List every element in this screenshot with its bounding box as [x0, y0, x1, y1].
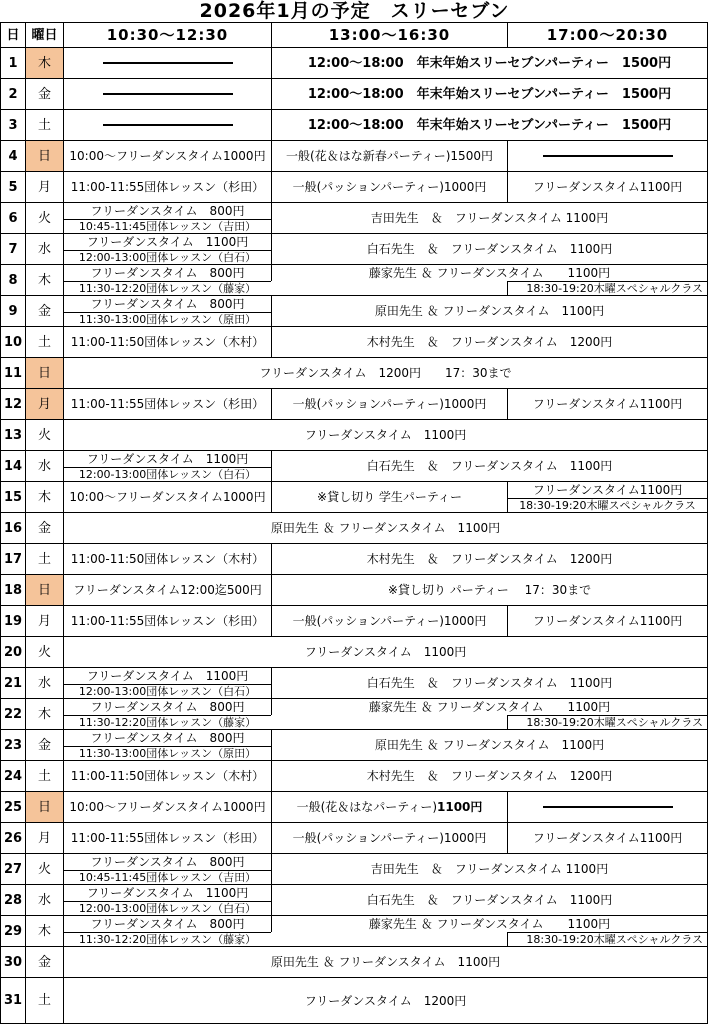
day-number: 11 — [1, 357, 25, 388]
schedule-entry — [271, 791, 507, 822]
schedule-entry: 藤家先生 ＆ フリーダンスタイム 1100円 — [271, 915, 707, 932]
weekday: 水 — [25, 667, 63, 698]
weekday: 土 — [25, 109, 63, 140]
schedule-entry: フリーダンスタイム 800円 — [63, 698, 271, 715]
schedule-entry: 10:00〜フリーダンスタイム1000円 — [63, 481, 271, 512]
schedule-entry: 11:30-12:20団体レッスン（藤家） — [63, 932, 271, 946]
header-slot3: 17:00〜20:30 — [507, 23, 707, 47]
weekday: 金 — [25, 946, 63, 977]
day-number: 9 — [1, 295, 25, 326]
header-slot1: 10:30〜12:30 — [63, 23, 271, 47]
schedule-entry: フリーダンスタイム 1100円 — [63, 419, 707, 450]
schedule-entry: 原田先生 ＆ フリーダンスタイム 1100円 — [271, 295, 707, 326]
schedule-entry: 10:45-11:45団体レッスン（吉田） — [63, 219, 271, 233]
weekday: 水 — [25, 233, 63, 264]
schedule-entry: フリーダンスタイム1100円 — [507, 481, 707, 498]
weekday: 土 — [25, 760, 63, 791]
schedule-entry: フリーダンスタイム 800円 — [63, 915, 271, 932]
weekday: 火 — [25, 419, 63, 450]
schedule-entry: フリーダンスタイム12:00迄500円 — [63, 574, 271, 605]
day-number: 28 — [1, 884, 25, 915]
weekday: 金 — [25, 78, 63, 109]
schedule-entry: フリーダンスタイム1100円 — [507, 822, 707, 853]
dash-line — [103, 124, 233, 126]
day-number: 10 — [1, 326, 25, 357]
header-slot2: 13:00〜16:30 — [271, 23, 507, 47]
day-number: 23 — [1, 729, 25, 760]
day-number: 26 — [1, 822, 25, 853]
schedule-entry: 11:30-13:00団体レッスン（原田） — [63, 312, 271, 326]
dash-line — [543, 806, 673, 808]
dash-line — [103, 93, 233, 95]
schedule-entry: フリーダンスタイム1100円 — [507, 171, 707, 202]
day-number: 16 — [1, 512, 25, 543]
schedule-entry: フリーダンスタイム 1100円 — [63, 636, 707, 667]
schedule-entry: 白石先生 ＆ フリーダンスタイム 1100円 — [271, 884, 707, 915]
day-number: 19 — [1, 605, 25, 636]
day-number: 21 — [1, 667, 25, 698]
day-number: 27 — [1, 853, 25, 884]
weekday: 火 — [25, 202, 63, 233]
schedule-entry: 18:30-19:20木曜スペシャルクラス — [507, 281, 707, 295]
schedule-entry: 吉田先生 ＆ フリーダンスタイム 1100円 — [271, 202, 707, 233]
schedule-entry: 木村先生 ＆ フリーダンスタイム 1200円 — [271, 760, 707, 791]
schedule-entry: 11:30-12:20団体レッスン（藤家） — [63, 715, 271, 729]
schedule-entry: 原田先生 ＆ フリーダンスタイム 1100円 — [271, 729, 707, 760]
schedule-entry: 一般(パッションパーティー)1000円 — [271, 605, 507, 636]
header-weekday: 曜日 — [25, 23, 63, 47]
schedule-entry: フリーダンスタイム 800円 — [63, 202, 271, 219]
schedule-entry: フリーダンスタイム 1200円 — [63, 977, 707, 1023]
day-number: 7 — [1, 233, 25, 264]
schedule-entry: フリーダンスタイム1100円 — [507, 605, 707, 636]
schedule-entry: ※貸し切り 学生パーティー — [271, 481, 507, 512]
schedule-entry: フリーダンスタイム 1100円 — [63, 450, 271, 467]
weekday: 土 — [25, 326, 63, 357]
day-number: 12 — [1, 388, 25, 419]
weekday: 木 — [25, 698, 63, 729]
schedule-entry: 11:00-11:55団体レッスン（杉田） — [63, 388, 271, 419]
weekday: 日 — [25, 791, 63, 822]
weekday: 月 — [25, 388, 63, 419]
page-title: 2026年1月の予定 スリーセブン — [199, 0, 510, 22]
day-number: 15 — [1, 481, 25, 512]
day-number: 3 — [1, 109, 25, 140]
day-number: 17 — [1, 543, 25, 574]
day-number: 8 — [1, 264, 25, 295]
weekday: 木 — [25, 915, 63, 946]
schedule-entry: 12:00〜18:00 年末年始スリーセブンパーティー 1500円 — [271, 47, 707, 78]
schedule-entry: フリーダンスタイム 800円 — [63, 295, 271, 312]
weekday: 土 — [25, 543, 63, 574]
schedule-entry: 11:00-11:55団体レッスン（杉田） — [63, 605, 271, 636]
day-number: 22 — [1, 698, 25, 729]
schedule-entry: 11:00-11:50団体レッスン（木村） — [63, 543, 271, 574]
schedule-entry: フリーダンスタイム 1100円 — [63, 667, 271, 684]
schedule-entry: フリーダンスタイム 1100円 — [63, 884, 271, 901]
schedule-entry: 11:00-11:50団体レッスン（木村） — [63, 760, 271, 791]
weekday: 木 — [25, 481, 63, 512]
schedule-entry: 一般(パッションパーティー)1000円 — [271, 171, 507, 202]
weekday: 土 — [25, 977, 63, 1023]
schedule-entry: 木村先生 ＆ フリーダンスタイム 1200円 — [271, 326, 707, 357]
schedule-entry: フリーダンスタイム 1100円 — [63, 233, 271, 250]
day-number: 13 — [1, 419, 25, 450]
schedule-entry: 木村先生 ＆ フリーダンスタイム 1200円 — [271, 543, 707, 574]
weekday: 金 — [25, 295, 63, 326]
weekday: 月 — [25, 171, 63, 202]
day-number: 14 — [1, 450, 25, 481]
schedule-entry: 原田先生 ＆ フリーダンスタイム 1100円 — [63, 946, 707, 977]
weekday: 火 — [25, 853, 63, 884]
schedule-entry: 12:00-13:00団体レッスン（白石） — [63, 250, 271, 264]
weekday: 木 — [25, 47, 63, 78]
closed-slot — [507, 791, 707, 822]
schedule-entry: 11:30-13:00団体レッスン（原田） — [63, 746, 271, 760]
schedule-entry: フリーダンスタイム 1200円 17：30まで — [63, 357, 707, 388]
schedule-entry: 白石先生 ＆ フリーダンスタイム 1100円 — [271, 450, 707, 481]
closed-slot — [63, 109, 271, 140]
day-number: 1 — [1, 47, 25, 78]
schedule-entry: フリーダンスタイム1100円 — [507, 388, 707, 419]
day-number: 4 — [1, 140, 25, 171]
weekday: 金 — [25, 512, 63, 543]
entry-price: 1100円 — [437, 800, 483, 814]
closed-slot — [63, 78, 271, 109]
weekday: 水 — [25, 450, 63, 481]
schedule-entry: フリーダンスタイム 800円 — [63, 853, 271, 870]
schedule-entry: 18:30-19:20木曜スペシャルクラス — [507, 498, 707, 512]
schedule-entry: フリーダンスタイム 800円 — [63, 729, 271, 746]
closed-slot — [63, 47, 271, 78]
weekday: 日 — [25, 140, 63, 171]
schedule-entry: 12:00-13:00団体レッスン（白石） — [63, 901, 271, 915]
schedule-entry: 原田先生 ＆ フリーダンスタイム 1100円 — [63, 512, 707, 543]
schedule-entry: 藤家先生 ＆ フリーダンスタイム 1100円 — [271, 264, 707, 281]
day-number: 31 — [1, 977, 25, 1023]
schedule-entry: 一般(パッションパーティー)1000円 — [271, 388, 507, 419]
header-day: 日 — [6, 27, 20, 43]
weekday: 日 — [25, 574, 63, 605]
schedule-entry: 白石先生 ＆ フリーダンスタイム 1100円 — [271, 233, 707, 264]
schedule-entry: 18:30-19:20木曜スペシャルクラス — [507, 932, 707, 946]
schedule-entry: 一般(パッションパーティー)1000円 — [271, 822, 507, 853]
schedule-entry: 11:00-11:50団体レッスン（木村） — [63, 326, 271, 357]
weekday: 水 — [25, 884, 63, 915]
day-number: 20 — [1, 636, 25, 667]
schedule-entry: 10:45-11:45団体レッスン（吉田） — [63, 870, 271, 884]
weekday: 火 — [25, 636, 63, 667]
day-number: 2 — [1, 78, 25, 109]
closed-slot — [507, 140, 707, 171]
schedule-entry: 11:00-11:55団体レッスン（杉田） — [63, 822, 271, 853]
schedule-entry: 11:30-12:20団体レッスン（藤家） — [63, 281, 271, 295]
day-number: 18 — [1, 574, 25, 605]
weekday: 日 — [25, 357, 63, 388]
schedule-entry: 11:00-11:55団体レッスン（杉田） — [63, 171, 271, 202]
schedule-table — [0, 22, 708, 1024]
weekday: 月 — [25, 822, 63, 853]
weekday: 金 — [25, 729, 63, 760]
day-number: 24 — [1, 760, 25, 791]
schedule-entry: 一般(花＆はな新春パーティー)1500円 — [271, 140, 507, 171]
schedule-entry: フリーダンスタイム 800円 — [63, 264, 271, 281]
schedule-entry: 12:00〜18:00 年末年始スリーセブンパーティー 1500円 — [271, 109, 707, 140]
weekday: 木 — [25, 264, 63, 295]
schedule-entry: 吉田先生 ＆ フリーダンスタイム 1100円 — [271, 853, 707, 884]
day-number: 30 — [1, 946, 25, 977]
schedule-entry: ※貸し切り パーティー 17：30まで — [271, 574, 707, 605]
weekday: 月 — [25, 605, 63, 636]
dash-line — [103, 62, 233, 64]
dash-line — [543, 155, 673, 157]
schedule-entry: 白石先生 ＆ フリーダンスタイム 1100円 — [271, 667, 707, 698]
day-number: 6 — [1, 202, 25, 233]
schedule-entry: 12:00-13:00団体レッスン（白石） — [63, 467, 271, 481]
day-number: 25 — [1, 791, 25, 822]
schedule-entry: 10:00〜フリーダンスタイム1000円 — [63, 140, 271, 171]
entry-text: 一般(花＆はなパーティー) — [296, 800, 437, 814]
day-number: 29 — [1, 915, 25, 946]
schedule-entry: 10:00〜フリーダンスタイム1000円 — [63, 791, 271, 822]
schedule-entry: 18:30-19:20木曜スペシャルクラス — [507, 715, 707, 729]
schedule-entry: 藤家先生 ＆ フリーダンスタイム 1100円 — [271, 698, 707, 715]
day-number: 5 — [1, 171, 25, 202]
schedule-entry: 12:00〜18:00 年末年始スリーセブンパーティー 1500円 — [271, 78, 707, 109]
schedule-entry: 12:00-13:00団体レッスン（白石） — [63, 684, 271, 698]
